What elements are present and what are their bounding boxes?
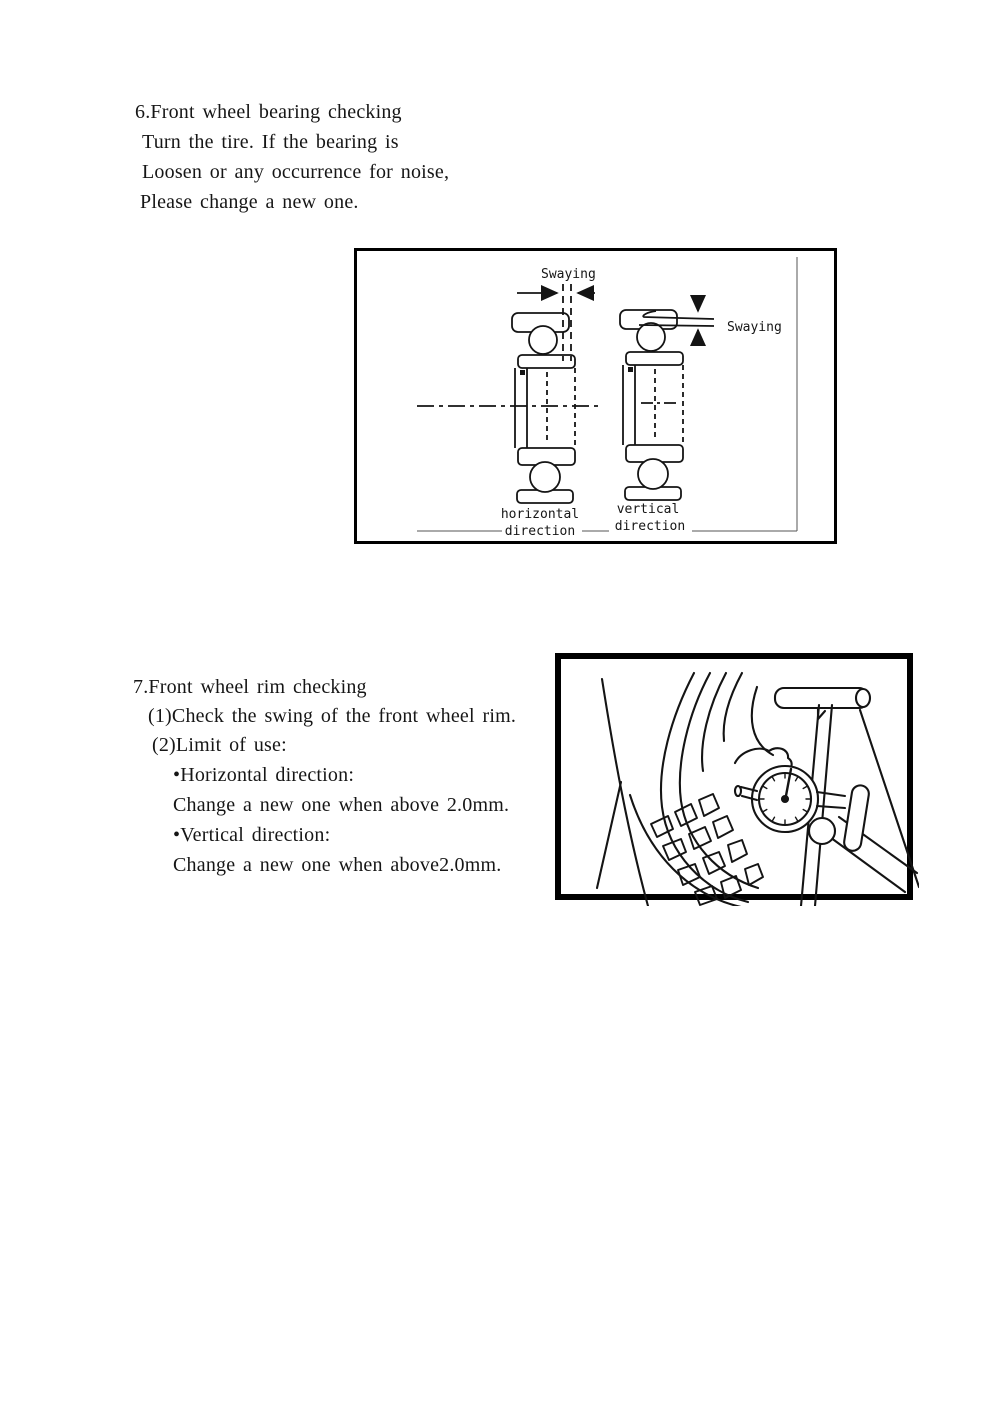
right-bearing-drawing: [620, 310, 683, 500]
rim-check-figure: [555, 653, 913, 900]
section7-bullet2-text: Change a new one when above2.0mm.: [173, 854, 502, 876]
section6-line3: Please change a new one.: [140, 191, 359, 213]
gauge-knob: [843, 784, 870, 852]
vertical-direction-label-line1: vertical: [616, 502, 680, 517]
swaying-label-right: Swaying: [727, 320, 782, 335]
fender-drawing: [597, 679, 648, 906]
bearing-swaying-figure: [354, 248, 837, 544]
vertical-direction-label-line2: direction: [614, 519, 686, 534]
left-bearing-drawing: [512, 313, 575, 503]
section6-line2: Loosen or any occurrence for noise,: [142, 161, 450, 183]
section6-line1: Turn the tire. If the bearing is: [142, 131, 399, 153]
tire-tread-pattern: [651, 794, 763, 905]
section7-item2: (2)Limit of use:: [152, 734, 287, 756]
section7-bullet1-title: •Horizontal direction:: [173, 764, 355, 786]
section7-heading: 7.Front wheel rim checking: [133, 676, 367, 698]
gauge-clamp: [809, 818, 835, 844]
gauge-stem: [817, 792, 845, 808]
section7-bullet1-text: Change a new one when above 2.0mm.: [173, 794, 510, 816]
section7-bullet2-title: •Vertical direction:: [173, 824, 331, 846]
section7-item1: (1)Check the swing of the front wheel rim.: [148, 705, 517, 727]
horizontal-direction-label-line2: direction: [504, 524, 576, 539]
section6-heading: 6.Front wheel bearing checking: [135, 101, 402, 123]
rim-check-diagram: [561, 659, 919, 906]
swaying-label-left: Swaying: [541, 267, 596, 282]
bearing-diagram: [357, 251, 840, 547]
dial-gauge-drawing: [735, 748, 870, 852]
horizontal-direction-label-line1: horizontal: [500, 507, 580, 522]
frame-reference-line: [417, 257, 797, 531]
